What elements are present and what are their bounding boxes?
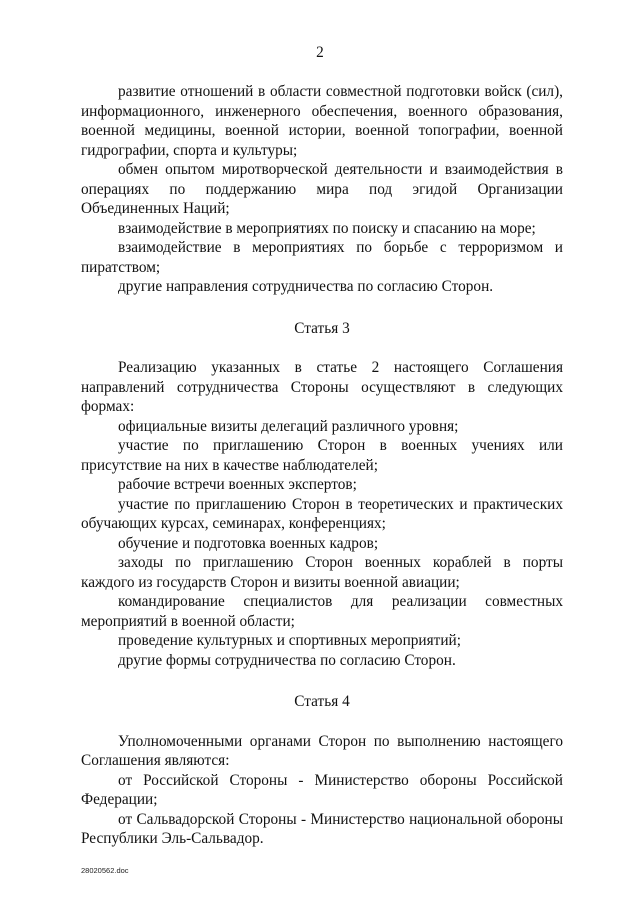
paragraph: взаимодействие в мероприятиях по поиску и спасанию на море; [118, 219, 536, 237]
paragraph: другие направления сотрудничества по согласию Сторон. [118, 278, 494, 295]
paragraph: обмен опытом миротворческой деятельности и взаимодействия в операциях по поддержанию мира под эгидой Организации Объединенных Наций; [81, 161, 563, 217]
paragraph: развитие отношений в области совместной подготовки войск (сил), информационного, инженерного обеспечения, военного образования, военной медицины, военной истории, военной топографии, военной гидрографии, спорта и культуры; [81, 83, 563, 159]
paragraph: командирование специалистов для реализации совместных мероприятий в военной области; [81, 593, 563, 630]
section-article-3 [81, 319, 563, 671]
paragraph: взаимодействие в мероприятиях по борьбе с терроризмом и пиратством; [81, 239, 563, 276]
paragraph: официальные визиты делегаций различного уровня; [118, 417, 459, 435]
article-heading: Статья 4 [294, 693, 350, 710]
paragraph: от Сальвадорской Стороны - Министерство национальной обороны Республики Эль-Сальвадор. [81, 810, 563, 847]
paragraph: Реализацию указанных в статье 2 настоящего Соглашения направлений сотрудничества Стороны осуществляют в следующих формах: [81, 359, 563, 415]
document-body [81, 82, 563, 849]
page-number: 2 [316, 44, 324, 61]
paragraph: проведение культурных и спортивных мероприятий; [118, 632, 461, 649]
paragraph: от Российской Стороны - Министерство обороны Российской Федерации; [81, 771, 563, 808]
paragraph: рабочие встречи военных экспертов; [118, 476, 357, 493]
section-article-4 [81, 692, 563, 849]
paragraph: Уполномоченными органами Сторон по выполнению настоящего Соглашения являются: [81, 732, 563, 769]
paragraph: заходы по приглашению Сторон военных кораблей в порты каждого из государств Сторон и визиты военной авиации; [81, 554, 563, 591]
paragraph: участие по приглашению Сторон в теоретических и практических обучающих курсах, семинарах, конференциях; [81, 495, 563, 532]
paragraph: другие формы сотрудничества по согласию Сторон. [118, 651, 456, 669]
article-heading: Статья 3 [294, 319, 350, 337]
paragraph: участие по приглашению Сторон в военных учениях или присутствие на них в качестве наблюдателей; [81, 437, 563, 474]
section-intro-list [81, 82, 563, 297]
paragraph: обучение и подготовка военных кадров; [118, 534, 379, 552]
file-name-footer: 28020562.doc [81, 866, 129, 875]
